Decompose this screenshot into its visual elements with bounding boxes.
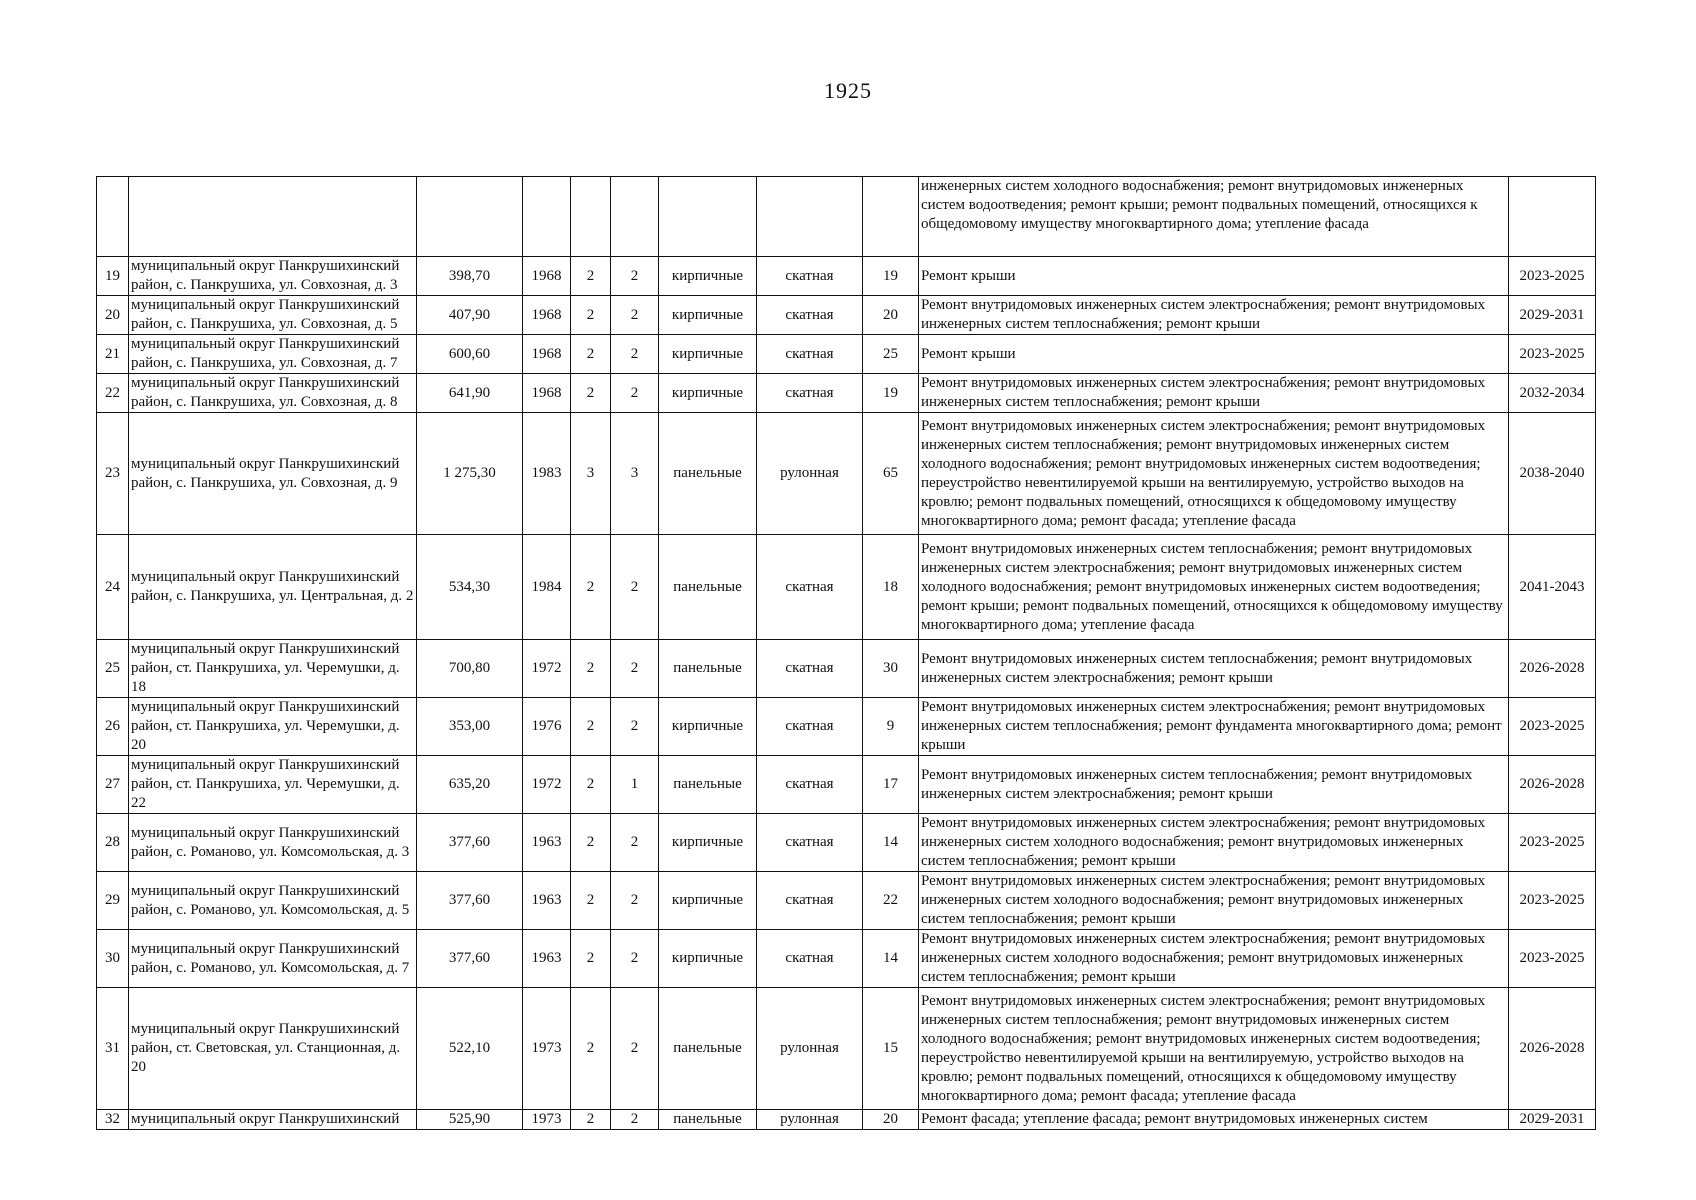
roof-type-cell (757, 177, 863, 257)
address-cell: муниципальный округ Панкрушихинский район, с. Романово, ул. Комсомольская, д. 3 (129, 814, 417, 872)
wall-material-cell: панельные (659, 988, 757, 1110)
area-cell (417, 177, 523, 257)
repair-period-cell: 2029-2031 (1509, 1110, 1596, 1130)
repair-works-cell: инженерных систем холодного водоснабжения; ремонт внутридомовых инженерных систем водоотведения; ремонт крыши; ремонт подвальных помещений, относящихся к общедомовому имуществу многоквартирного дома; утепление фасада (919, 177, 1509, 257)
wall-material-cell: панельные (659, 640, 757, 698)
year-cell: 1968 (523, 257, 571, 296)
count-cell: 19 (863, 257, 919, 296)
wall-material-cell: панельные (659, 1110, 757, 1130)
table-row (97, 335, 1596, 374)
year-cell: 1968 (523, 335, 571, 374)
row-number: 20 (97, 296, 129, 335)
repair-works-cell: Ремонт внутридомовых инженерных систем теплоснабжения; ремонт внутридомовых инженерных систем электроснабжения; ремонт внутридомовых инженерных систем холодного водоснабжения; ремонт внутридомовых инженерных систем водоотведения; ремонт крыши; ремонт подвальных помещений, относящихся к общедомовому имуществу многоквартирного дома; утепление фасада (919, 535, 1509, 640)
roof-type-cell: рулонная (757, 988, 863, 1110)
floors-cell: 2 (571, 374, 611, 413)
roof-type-cell: рулонная (757, 1110, 863, 1130)
year-cell: 1972 (523, 756, 571, 814)
year-cell: 1968 (523, 374, 571, 413)
roof-type-cell: скатная (757, 698, 863, 756)
area-cell: 600,60 (417, 335, 523, 374)
repair-works-cell: Ремонт внутридомовых инженерных систем электроснабжения; ремонт внутридомовых инженерных систем теплоснабжения; ремонт крыши (919, 374, 1509, 413)
count-cell: 19 (863, 374, 919, 413)
wall-material-cell: панельные (659, 413, 757, 535)
count-cell: 20 (863, 1110, 919, 1130)
year-cell: 1972 (523, 640, 571, 698)
count-cell: 65 (863, 413, 919, 535)
entrances-cell: 2 (611, 640, 659, 698)
floors-cell: 2 (571, 535, 611, 640)
floors-cell: 2 (571, 640, 611, 698)
area-cell: 377,60 (417, 872, 523, 930)
table-row (97, 640, 1596, 698)
repair-works-cell: Ремонт фасада; утепление фасада; ремонт внутридомовых инженерных систем (919, 1110, 1509, 1130)
address-cell: муниципальный округ Панкрушихинский район, с. Романово, ул. Комсомольская, д. 7 (129, 930, 417, 988)
repair-period-cell: 2026-2028 (1509, 756, 1596, 814)
count-cell: 17 (863, 756, 919, 814)
address-cell: муниципальный округ Панкрушихинский (129, 1110, 417, 1130)
count-cell: 14 (863, 814, 919, 872)
repair-works-cell: Ремонт крыши (919, 335, 1509, 374)
area-cell: 525,90 (417, 1110, 523, 1130)
repair-works-cell: Ремонт внутридомовых инженерных систем электроснабжения; ремонт внутридомовых инженерных систем теплоснабжения; ремонт внутридомовых инженерных систем холодного водоснабжения; ремонт внутридомовых инженерных систем водоотведения; переустройство невентилируемой крыши на вентилируемую, устройство выходов на кровлю; ремонт подвальных помещений, относящихся к общедомовому имуществу многоквартирного дома; ремонт фасада; утепление фасада (919, 413, 1509, 535)
repair-period-cell (1509, 177, 1596, 257)
year-cell: 1973 (523, 1110, 571, 1130)
repair-period-cell: 2023-2025 (1509, 698, 1596, 756)
area-cell: 398,70 (417, 257, 523, 296)
wall-material-cell (659, 177, 757, 257)
roof-type-cell: скатная (757, 257, 863, 296)
table-row (97, 374, 1596, 413)
repair-works-cell: Ремонт внутридомовых инженерных систем теплоснабжения; ремонт внутридомовых инженерных систем электроснабжения; ремонт крыши (919, 756, 1509, 814)
count-cell: 22 (863, 872, 919, 930)
entrances-cell: 1 (611, 756, 659, 814)
row-number: 31 (97, 988, 129, 1110)
address-cell: муниципальный округ Панкрушихинский район, ст. Панкрушиха, ул. Черемушки, д. 22 (129, 756, 417, 814)
entrances-cell: 2 (611, 335, 659, 374)
count-cell (863, 177, 919, 257)
row-number: 29 (97, 872, 129, 930)
table-row (97, 988, 1596, 1110)
row-number: 26 (97, 698, 129, 756)
repair-works-cell: Ремонт внутридомовых инженерных систем теплоснабжения; ремонт внутридомовых инженерных систем электроснабжения; ремонт крыши (919, 640, 1509, 698)
table-row (97, 535, 1596, 640)
floors-cell: 2 (571, 814, 611, 872)
entrances-cell: 2 (611, 988, 659, 1110)
area-cell: 522,10 (417, 988, 523, 1110)
area-cell: 641,90 (417, 374, 523, 413)
area-cell: 1 275,30 (417, 413, 523, 535)
year-cell: 1973 (523, 988, 571, 1110)
wall-material-cell: кирпичные (659, 814, 757, 872)
count-cell: 25 (863, 335, 919, 374)
floors-cell: 2 (571, 872, 611, 930)
address-cell: муниципальный округ Панкрушихинский район, с. Панкрушиха, ул. Совхозная, д. 5 (129, 296, 417, 335)
address-cell: муниципальный округ Панкрушихинский район, с. Панкрушиха, ул. Совхозная, д. 7 (129, 335, 417, 374)
table-row (97, 930, 1596, 988)
entrances-cell: 2 (611, 296, 659, 335)
address-cell (129, 177, 417, 257)
roof-type-cell: скатная (757, 296, 863, 335)
floors-cell (571, 177, 611, 257)
row-number (97, 177, 129, 257)
year-cell: 1963 (523, 814, 571, 872)
row-number: 28 (97, 814, 129, 872)
entrances-cell: 3 (611, 413, 659, 535)
year-cell: 1983 (523, 413, 571, 535)
housing-repair-table (96, 176, 1596, 1130)
wall-material-cell: кирпичные (659, 872, 757, 930)
count-cell: 15 (863, 988, 919, 1110)
repair-period-cell: 2023-2025 (1509, 335, 1596, 374)
repair-works-cell: Ремонт внутридомовых инженерных систем электроснабжения; ремонт внутридомовых инженерных систем холодного водоснабжения; ремонт внутридомовых инженерных систем теплоснабжения; ремонт крыши (919, 814, 1509, 872)
repair-period-cell: 2032-2034 (1509, 374, 1596, 413)
address-cell: муниципальный округ Панкрушихинский район, с. Панкрушиха, ул. Центральная, д. 2 (129, 535, 417, 640)
area-cell: 700,80 (417, 640, 523, 698)
roof-type-cell: скатная (757, 640, 863, 698)
floors-cell: 2 (571, 988, 611, 1110)
wall-material-cell: кирпичные (659, 698, 757, 756)
roof-type-cell: скатная (757, 756, 863, 814)
table-row (97, 814, 1596, 872)
floors-cell: 2 (571, 257, 611, 296)
year-cell: 1963 (523, 930, 571, 988)
repair-period-cell: 2023-2025 (1509, 872, 1596, 930)
year-cell (523, 177, 571, 257)
row-number: 32 (97, 1110, 129, 1130)
repair-period-cell: 2038-2040 (1509, 413, 1596, 535)
entrances-cell: 2 (611, 930, 659, 988)
wall-material-cell: панельные (659, 756, 757, 814)
repair-works-cell: Ремонт внутридомовых инженерных систем электроснабжения; ремонт внутридомовых инженерных систем теплоснабжения; ремонт фундамента многоквартирного дома; ремонт крыши (919, 698, 1509, 756)
row-number: 21 (97, 335, 129, 374)
row-number: 23 (97, 413, 129, 535)
repair-period-cell: 2029-2031 (1509, 296, 1596, 335)
roof-type-cell: скатная (757, 374, 863, 413)
year-cell: 1976 (523, 698, 571, 756)
count-cell: 18 (863, 535, 919, 640)
row-number: 19 (97, 257, 129, 296)
repair-period-cell: 2023-2025 (1509, 257, 1596, 296)
entrances-cell: 2 (611, 872, 659, 930)
roof-type-cell: скатная (757, 872, 863, 930)
roof-type-cell: скатная (757, 535, 863, 640)
repair-works-cell: Ремонт внутридомовых инженерных систем электроснабжения; ремонт внутридомовых инженерных систем холодного водоснабжения; ремонт внутридомовых инженерных систем теплоснабжения; ремонт крыши (919, 872, 1509, 930)
entrances-cell: 2 (611, 374, 659, 413)
repair-period-cell: 2023-2025 (1509, 930, 1596, 988)
repair-works-cell: Ремонт внутридомовых инженерных систем электроснабжения; ремонт внутридомовых инженерных систем теплоснабжения; ремонт внутридомовых инженерных систем холодного водоснабжения; ремонт внутридомовых инженерных систем водоотведения; переустройство невентилируемой крыши на вентилируемую, устройство выходов на кровлю; ремонт подвальных помещений, относящихся к общедомовому имуществу многоквартирного дома; ремонт фасада; утепление фасада (919, 988, 1509, 1110)
address-cell: муниципальный округ Панкрушихинский район, с. Панкрушиха, ул. Совхозная, д. 3 (129, 257, 417, 296)
roof-type-cell: скатная (757, 335, 863, 374)
floors-cell: 2 (571, 756, 611, 814)
floors-cell: 2 (571, 698, 611, 756)
entrances-cell (611, 177, 659, 257)
count-cell: 30 (863, 640, 919, 698)
wall-material-cell: кирпичные (659, 930, 757, 988)
row-number: 22 (97, 374, 129, 413)
table-row (97, 698, 1596, 756)
table-row (97, 257, 1596, 296)
wall-material-cell: кирпичные (659, 374, 757, 413)
address-cell: муниципальный округ Панкрушихинский район, с. Панкрушиха, ул. Совхозная, д. 8 (129, 374, 417, 413)
area-cell: 377,60 (417, 930, 523, 988)
count-cell: 9 (863, 698, 919, 756)
repair-period-cell: 2026-2028 (1509, 640, 1596, 698)
repair-period-cell: 2026-2028 (1509, 988, 1596, 1110)
wall-material-cell: кирпичные (659, 257, 757, 296)
wall-material-cell: кирпичные (659, 335, 757, 374)
entrances-cell: 2 (611, 1110, 659, 1130)
year-cell: 1984 (523, 535, 571, 640)
floors-cell: 2 (571, 1110, 611, 1130)
roof-type-cell: рулонная (757, 413, 863, 535)
floors-cell: 3 (571, 413, 611, 535)
roof-type-cell: скатная (757, 814, 863, 872)
table-row (97, 1110, 1596, 1130)
address-cell: муниципальный округ Панкрушихинский район, с. Панкрушиха, ул. Совхозная, д. 9 (129, 413, 417, 535)
entrances-cell: 2 (611, 698, 659, 756)
address-cell: муниципальный округ Панкрушихинский район, с. Романово, ул. Комсомольская, д. 5 (129, 872, 417, 930)
address-cell: муниципальный округ Панкрушихинский район, ст. Световская, ул. Станционная, д. 20 (129, 988, 417, 1110)
repair-works-cell: Ремонт крыши (919, 257, 1509, 296)
entrances-cell: 2 (611, 257, 659, 296)
wall-material-cell: кирпичные (659, 296, 757, 335)
area-cell: 407,90 (417, 296, 523, 335)
row-number: 27 (97, 756, 129, 814)
page-number: 1925 (824, 78, 872, 103)
floors-cell: 2 (571, 296, 611, 335)
count-cell: 14 (863, 930, 919, 988)
area-cell: 353,00 (417, 698, 523, 756)
repair-works-cell: Ремонт внутридомовых инженерных систем электроснабжения; ремонт внутридомовых инженерных систем холодного водоснабжения; ремонт внутридомовых инженерных систем теплоснабжения; ремонт крыши (919, 930, 1509, 988)
area-cell: 635,20 (417, 756, 523, 814)
table-row (97, 296, 1596, 335)
address-cell: муниципальный округ Панкрушихинский район, ст. Панкрушиха, ул. Черемушки, д. 18 (129, 640, 417, 698)
year-cell: 1968 (523, 296, 571, 335)
row-number: 30 (97, 930, 129, 988)
row-number: 25 (97, 640, 129, 698)
entrances-cell: 2 (611, 814, 659, 872)
year-cell: 1963 (523, 872, 571, 930)
repair-period-cell: 2023-2025 (1509, 814, 1596, 872)
row-number: 24 (97, 535, 129, 640)
address-cell: муниципальный округ Панкрушихинский район, ст. Панкрушиха, ул. Черемушки, д. 20 (129, 698, 417, 756)
roof-type-cell: скатная (757, 930, 863, 988)
table-row (97, 756, 1596, 814)
entrances-cell: 2 (611, 535, 659, 640)
count-cell: 20 (863, 296, 919, 335)
floors-cell: 2 (571, 335, 611, 374)
repair-period-cell: 2041-2043 (1509, 535, 1596, 640)
floors-cell: 2 (571, 930, 611, 988)
table-row (97, 872, 1596, 930)
table-row (97, 413, 1596, 535)
area-cell: 534,30 (417, 535, 523, 640)
table-row (97, 177, 1596, 257)
repair-works-cell: Ремонт внутридомовых инженерных систем электроснабжения; ремонт внутридомовых инженерных систем теплоснабжения; ремонт крыши (919, 296, 1509, 335)
wall-material-cell: панельные (659, 535, 757, 640)
table-body (97, 177, 1596, 1130)
area-cell: 377,60 (417, 814, 523, 872)
